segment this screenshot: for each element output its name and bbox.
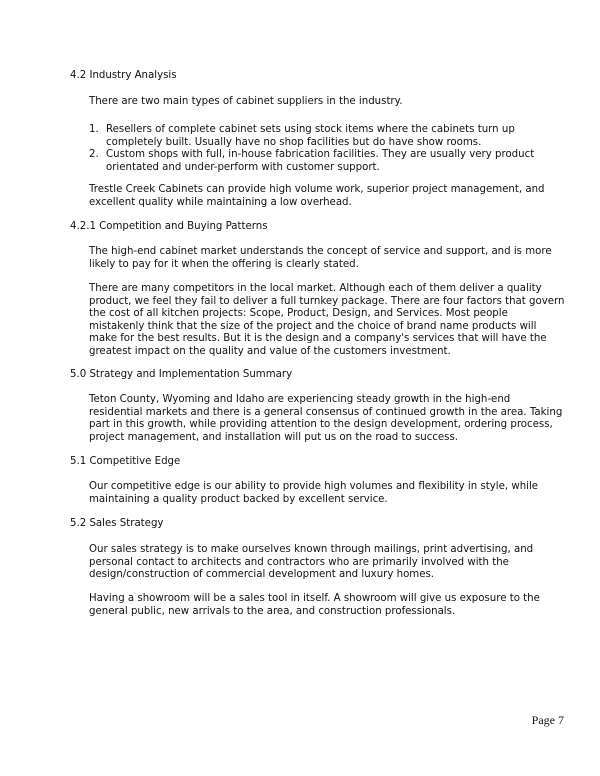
paragraph-supplier-types-intro: There are two main types of cabinet suppliers in the industry. — [89, 96, 403, 107]
list-item — [89, 124, 565, 149]
list-number: 2. — [89, 149, 99, 160]
paragraph-competitive-edge: Our competitive edge is our ability to provide high volumes and flexibility in style, while maintaining a quality product backed by excellent service. — [89, 481, 539, 505]
heading-strategy-implementation: 5.0 Strategy and Implementation Summary — [70, 369, 293, 380]
list-item-text: Resellers of complete cabinet sets using stock items where the cabinets turn up completely built. Usually have no shop facilities but do have show rooms. — [106, 124, 515, 148]
paragraph-sales-strategy: Our sales strategy is to make ourselves known through mailings, print advertising, and personal contact to architects and contractors who are primarily involved with the design/construction of commercial development and luxury homes. — [89, 544, 534, 580]
list-number: 1. — [89, 124, 99, 135]
paragraph-trestle-creek-capabilities: Trestle Creek Cabinets can provide high volume work, superior project management, and excellent quality while maintaining a low overhead. — [89, 184, 545, 208]
list-item — [89, 149, 565, 174]
supplier-types-list — [89, 124, 565, 174]
heading-competitive-edge: 5.1 Competitive Edge — [70, 456, 181, 467]
list-item-text: Custom shops with full, in-house fabrication facilities. They are usually very product orientated and under-perform with customer support. — [106, 149, 535, 173]
heading-sales-strategy: 5.2 Sales Strategy — [70, 518, 164, 529]
heading-industry-analysis: 4.2 Industry Analysis — [70, 70, 177, 81]
paragraph-showroom: Having a showroom will be a sales tool in itself. A showroom will give us exposure to the general public, new arrivals to the area, and construction professionals. — [89, 593, 540, 617]
paragraph-teton-county-growth: Teton County, Wyoming and Idaho are experiencing steady growth in the high-end residential markets and there is a general consensus of continued growth in the area. Taking part in this growth, while providing attention to the design development, ordering process, project management, and installation will put us on the road to success. — [89, 394, 563, 443]
page-number: Page 7 — [531, 713, 564, 727]
paragraph-high-end-market: The high-end cabinet market understands the concept of service and support, and is more likely to pay for it when the offering is clearly stated. — [89, 246, 552, 270]
heading-competition-buying-patterns: 4.2.1 Competition and Buying Patterns — [70, 221, 268, 232]
paragraph-local-competitors: There are many competitors in the local market. Although each of them deliver a quality product, we feel they fail to deliver a full turnkey package. There are four factors that govern the cost of all kitchen projects: Scope, Product, Design, and Services. Most people mistakenly think that the size of the project and the choice of brand name products will make for the best results. But it is the design and a company's services that will have the greatest impact on the quality and value of the customers investment. — [89, 283, 565, 357]
